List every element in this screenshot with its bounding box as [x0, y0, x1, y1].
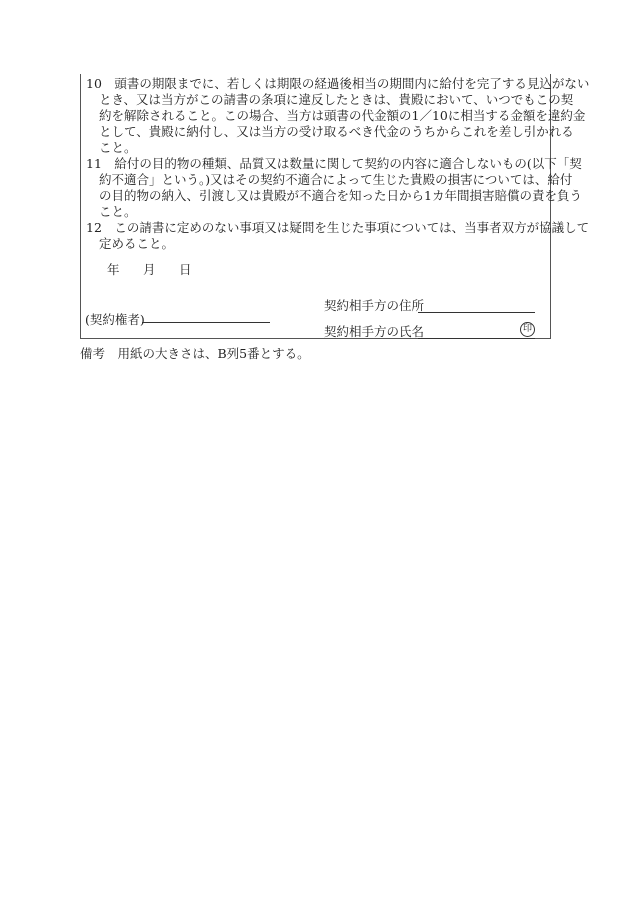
date-year: 年: [107, 262, 120, 277]
clause-10-line: として、貴殿に納付し、又は当方の受け取るべき代金のうちからこれを差し引かれる: [99, 124, 574, 139]
date-day: 日: [179, 262, 192, 277]
clause-10-line: こと。: [99, 140, 137, 155]
clause-12-line: 12 この請書に定めのない事項又は疑問を生じた事項については、当事者双方が協議して: [86, 220, 590, 235]
note: 備考 用紙の大きさは、B列5番とする。: [80, 346, 310, 361]
address-label: 契約相手方の住所: [324, 298, 425, 313]
clause-12-line: 定めること。: [99, 236, 175, 251]
name-label: 契約相手方の氏名: [324, 324, 425, 339]
address-field[interactable]: [418, 298, 535, 313]
contract-holder-field[interactable]: [142, 308, 270, 323]
clause-11-line: 約不適合」という。)又はその契約不適合によって生じた貴殿の損害については、給付: [99, 172, 573, 187]
clause-10-line: 10 頭書の期限までに、若しくは期限の経過後相当の期間内に給付を完了する見込がない: [86, 76, 590, 91]
contract-holder-label: (契約権者): [85, 312, 145, 327]
clause-10-line: とき、又は当方がこの請書の条項に違反したときは、貴殿において、いつでもこの契: [99, 92, 574, 107]
name-field[interactable]: [418, 324, 535, 339]
clause-10-line: 約を解除されること。この場合、当方は頭書の代金額の1／10に相当する金額を違約金: [99, 108, 586, 123]
clause-11-line: 11 給付の目的物の種類、品質又は数量に関して契約の内容に適合しないもの(以下「契: [86, 156, 582, 171]
date-month: 月: [143, 262, 156, 277]
clause-11-line: の目的物の納入、引渡し又は貴殿が不適合を知った日から1カ年間損害賠償の責を負う: [99, 188, 582, 203]
seal-icon: 印: [520, 322, 535, 337]
clause-11-line: こと。: [99, 204, 137, 219]
